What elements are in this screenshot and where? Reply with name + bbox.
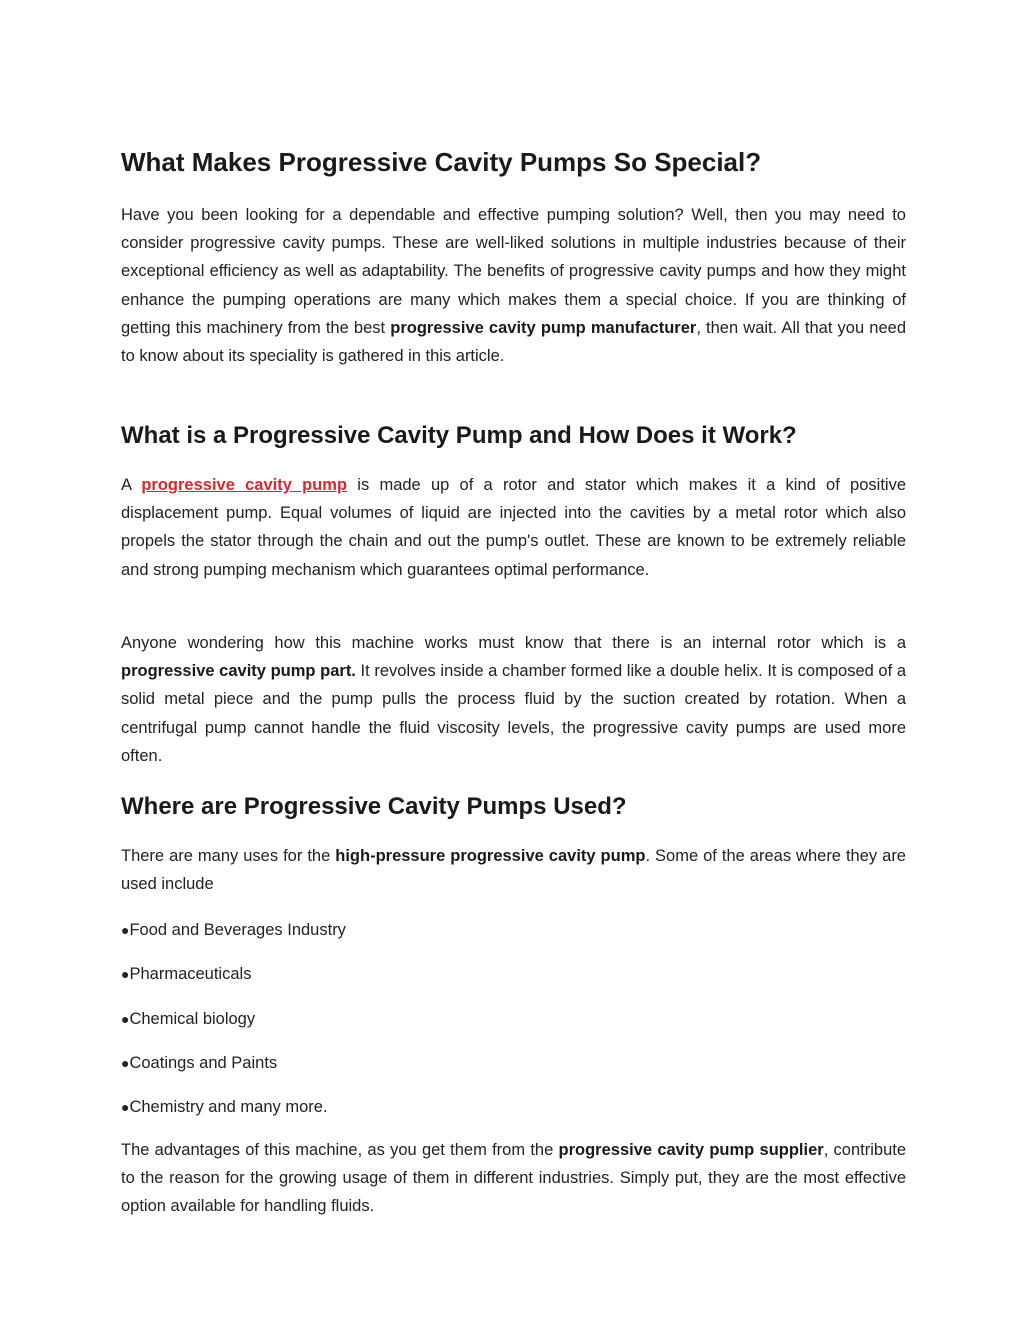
list-item-label: Food and Beverages Industry xyxy=(129,921,346,939)
list-item-label: Pharmaceuticals xyxy=(129,965,252,983)
page-title: What Makes Progressive Cavity Pumps So Special? xyxy=(121,147,762,177)
section2-paragraph-2 xyxy=(121,1136,906,1221)
section2-heading: Where are Progressive Cavity Pumps Used? xyxy=(121,793,627,820)
section2-paragraph-1 xyxy=(121,842,906,898)
intro-paragraph xyxy=(121,201,906,370)
bullet-icon: ● xyxy=(121,922,130,938)
section1-paragraph-2 xyxy=(121,629,906,770)
s2p1-text-start: There are many uses for the xyxy=(121,847,336,865)
s2p1-text-end: . Some of the areas where they are used include xyxy=(121,847,906,894)
s1p2-bold-term: progressive cavity pump part. xyxy=(121,662,356,681)
s2p1-bold-term: high-pressure progressive cavity pump xyxy=(335,847,646,865)
list-item xyxy=(121,1051,277,1075)
list-item-label: Chemistry and many more. xyxy=(129,1098,328,1116)
list-item xyxy=(121,1095,328,1119)
bullet-icon: ● xyxy=(121,1055,130,1071)
s1p2-text-end: It revolves inside a chamber formed like a double helix. It is composed of a solid metal piece and the pump pulls the process fluid by the suction created by rotation. When a centrifugal pump cannot handle the fluid viscosity levels, the progressive cavity pumps are used more often. xyxy=(121,662,907,765)
list-item-label: Coatings and Paints xyxy=(129,1054,278,1072)
s1p1-text-start: A xyxy=(121,476,142,494)
s2p2-text-end: , contribute to the reason for the growing usage of them in different industries. Simply put, they are the most effective option available for handling fluids. xyxy=(121,1141,907,1216)
s2p2-text-start: The advantages of this machine, as you get them from the xyxy=(121,1141,559,1159)
section1-paragraph-1 xyxy=(121,471,906,584)
list-item xyxy=(121,918,346,942)
list-item xyxy=(121,1007,255,1031)
section1-heading: What is a Progressive Cavity Pump and How Does it Work? xyxy=(121,422,797,449)
list-item xyxy=(121,962,251,986)
list-item-label: Chemical biology xyxy=(129,1010,256,1028)
intro-text-end: , then wait. All that you need to know about its speciality is gathered in this article. xyxy=(121,318,906,366)
s1p2-text-start: Anyone wondering how this machine works must know that there is an internal rotor which is a xyxy=(121,634,906,652)
progressive-cavity-pump-link[interactable]: progressive cavity pump xyxy=(141,476,348,494)
bullet-icon: ● xyxy=(121,1099,130,1115)
s1p1-text-end: is made up of a rotor and stator which makes it a kind of positive displacement pump. Equal volumes of liquid are injected into the cavities by a metal rotor which also propels the stator through the chain and out the pump's outlet. These are known to be extremely reliable and strong pumping mechanism which guarantees optimal performance. xyxy=(121,476,906,579)
bullet-icon: ● xyxy=(121,966,130,982)
intro-bold-term: progressive cavity pump manufacturer xyxy=(390,318,697,337)
bullet-icon: ● xyxy=(121,1011,130,1027)
intro-text-start: Have you been looking for a dependable and effective pumping solution? Well, then you may need to consider progressive cavity pumps. These are well-liked solutions in multiple industries because of their exceptional efficiency as well as adaptability. The benefits of progressive cavity pumps and how they might enhance the pumping operations are many which makes them a special choice. If you are thinking of getting this machinery from the best xyxy=(121,206,906,337)
s2p2-bold-term: progressive cavity pump supplier xyxy=(558,1141,824,1159)
